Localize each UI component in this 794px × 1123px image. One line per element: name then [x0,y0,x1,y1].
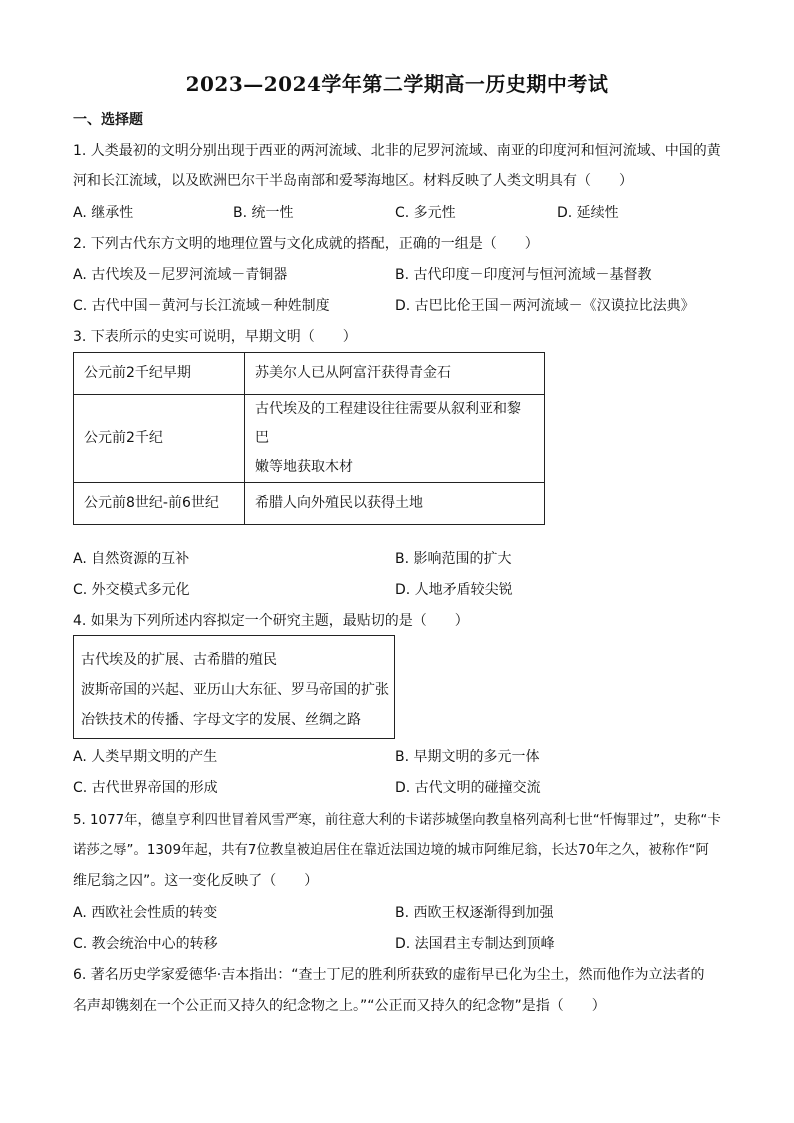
table-cell-event: 希腊人向外殖民以获得土地 [245,483,545,525]
q5-stem-line1: 5. 1077年，德皇亨利四世冒着风雪严寒，前往意大利的卡诺莎城堡向教皇格列高利七世“忏悔罪过”，史称“卡 [73,813,721,828]
q4-option-a[interactable]: A. 人类早期文明的产生 [73,749,218,765]
q2-option-c[interactable]: C. 古代中国－黄河与长江流域－种姓制度 [73,298,330,314]
q3-option-c[interactable]: C. 外交模式多元化 [73,582,190,598]
q5-option-b[interactable]: B. 西欧王权逐渐得到加强 [395,905,554,921]
table-cell-event [245,395,545,483]
q3-table [73,352,545,525]
q4-material-line1: 古代埃及的扩展、古希腊的殖民 [81,652,277,668]
q4-material-line2: 波斯帝国的兴起、亚历山大东征、罗马帝国的扩张 [81,682,389,698]
q5-stem-line3: 维尼翁之囚”。这一变化反映了（ ） [73,873,319,889]
q1-option-b[interactable]: B. 统一性 [233,205,294,221]
table-row [74,395,545,483]
q6-stem-line1: 6. 著名历史学家爱德华·吉本指出：“查士丁尼的胜利所获致的虚衔早已化为尘土，然而他作为立法者的 [73,967,705,983]
table-cell-period: 公元前8世纪-前6世纪 [74,483,245,525]
q4-material-box [73,635,395,739]
table-cell-event-line2: 嫩等地获取木材 [255,459,353,475]
q4-option-c[interactable]: C. 古代世界帝国的形成 [73,780,218,796]
q6-stem-line2: 名声却镌刻在一个公正而又持久的纪念物之上。”“公正而又持久的纪念物”是指（ ） [73,998,606,1014]
q1-option-c[interactable]: C. 多元性 [395,205,456,221]
q2-stem: 2. 下列古代东方文明的地理位置与文化成就的搭配，正确的一组是（ ） [73,236,539,252]
q3-option-a[interactable]: A. 自然资源的互补 [73,551,190,567]
q5-stem-line2: 诺莎之辱”。1309年起，共有7位教皇被迫居住在靠近法国边境的城市阿维尼翁，长达70年之久，被称作“阿 [73,843,709,858]
q1-stem-line2: 河和长江流域，以及欧洲巴尔干半岛南部和爱琴海地区。材料反映了人类文明具有（ ） [73,173,633,189]
q1-option-d[interactable]: D. 延续性 [557,205,619,221]
q5-option-a[interactable]: A. 西欧社会性质的转变 [73,905,218,921]
q4-option-d[interactable]: D. 古代文明的碰撞交流 [395,780,541,796]
q2-option-a[interactable]: A. 古代埃及－尼罗河流域－青铜器 [73,267,288,283]
q5-option-d[interactable]: D. 法国君主专制达到顶峰 [395,936,555,952]
q1-stem-line1: 1. 人类最初的文明分别出现于西亚的两河流域、北非的尼罗河流域、南亚的印度河和恒河流域、中国的黄 [73,143,721,159]
q1-option-a[interactable]: A. 继承性 [73,205,134,221]
exam-title: 2023—2024学年第二学期高一历史期中考试 [185,72,609,96]
table-cell-period: 公元前2千纪早期 [74,353,245,395]
table-cell-event: 苏美尔人已从阿富汗获得青金石 [245,353,545,395]
table-cell-event-line1: 古代埃及的工程建设往往需要从叙利亚和黎巴 [255,401,521,446]
q3-stem: 3. 下表所示的史实可说明，早期文明（ ） [73,329,357,345]
q4-option-b[interactable]: B. 早期文明的多元一体 [395,749,540,765]
q2-option-b[interactable]: B. 古代印度－印度河与恒河流域－基督教 [395,267,652,283]
q4-material-line3: 冶铁技术的传播、字母文字的发展、丝绸之路 [81,712,361,728]
q2-option-d[interactable]: D. 古巴比伦王国－两河流域－《汉谟拉比法典》 [395,298,695,314]
q3-option-b[interactable]: B. 影响范围的扩大 [395,551,512,567]
q3-option-d[interactable]: D. 人地矛盾较尖锐 [395,582,513,598]
q4-stem: 4. 如果为下列所述内容拟定一个研究主题，最贴切的是（ ） [73,613,469,629]
table-row [74,353,545,395]
table-row [74,483,545,525]
table-cell-period: 公元前2千纪 [74,395,245,483]
section-heading: 一、选择题 [73,112,143,128]
q5-option-c[interactable]: C. 教会统治中心的转移 [73,936,218,952]
